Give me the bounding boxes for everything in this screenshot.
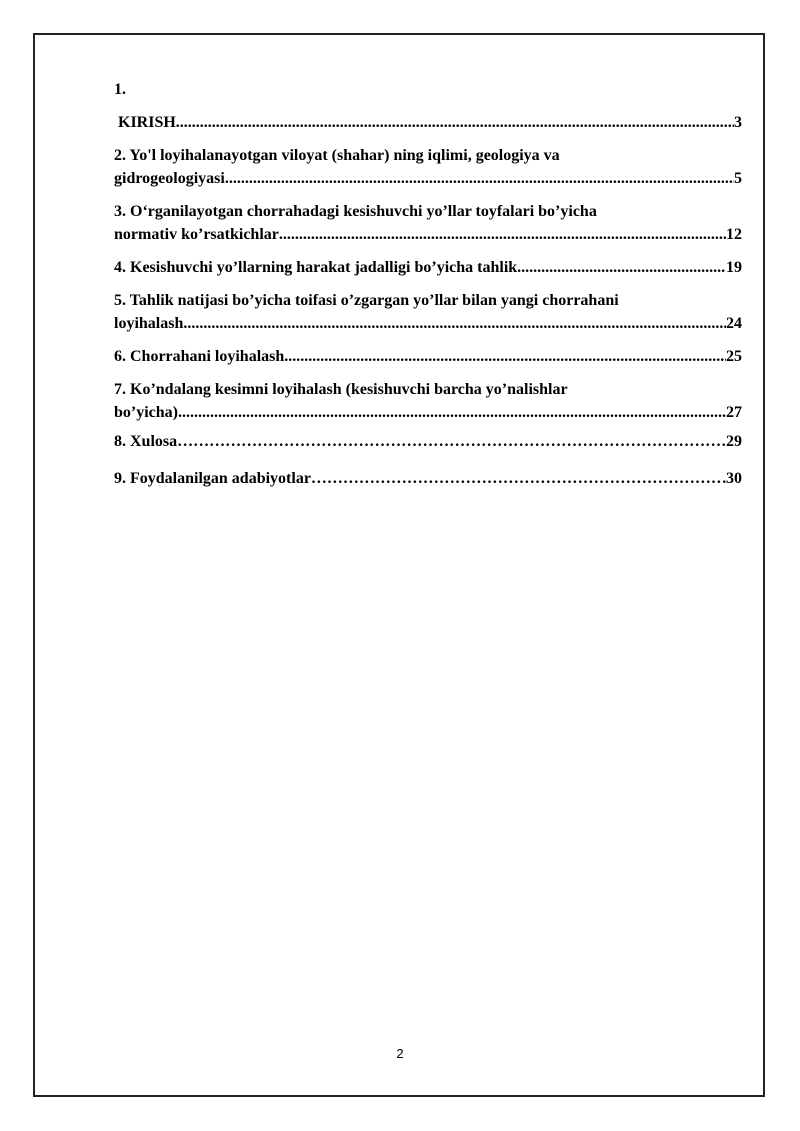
toc-line (114, 345, 742, 368)
toc-dot-leader (177, 430, 726, 453)
toc-entry-title-line: 7. Ko’ndalang kesimni loyihalash (kesishuvchi barcha yo’nalishlar (114, 381, 568, 398)
toc-page-number: 5 (734, 170, 742, 187)
toc-entry-6[interactable] (114, 345, 742, 368)
toc-page-number: 3 (734, 114, 742, 131)
toc-entry-title: gidrogeologiyasi (114, 170, 225, 187)
toc-dot-leader (178, 401, 726, 424)
toc-lone-number: 1. (114, 81, 126, 98)
toc-entry-2[interactable] (114, 144, 742, 190)
toc-line (114, 111, 742, 134)
toc-entry-title: bo’yicha) (114, 404, 178, 421)
toc-dot-leader (176, 111, 734, 134)
toc-page-number: 29 (726, 433, 742, 450)
toc-entry-title: 4. Kesishuvchi yo’llarning harakat jadalligi bo’yicha tahlik (114, 259, 518, 276)
toc-line (114, 430, 742, 453)
toc-dot-leader (279, 223, 726, 246)
toc-page-number: 19 (726, 259, 742, 276)
toc-dot-leader (311, 467, 726, 490)
toc-entry-7[interactable] (114, 378, 742, 424)
toc-entry-title: 9. Foydalanilgan adabiyotlar (114, 470, 311, 487)
toc-entry-title-line: 2. Yo'l loyihalanayotgan viloyat (shahar) ning iqlimi, geologiya va (114, 147, 560, 164)
toc-entry-4[interactable] (114, 256, 742, 279)
toc-dot-leader (517, 256, 726, 279)
toc-entry-title-line: 5. Tahlik natijasi bo’yicha toifasi o’zgargan yo’llar bilan yangi chorrahani (114, 292, 619, 309)
toc-entry-5[interactable] (114, 289, 742, 335)
toc-entry-3[interactable] (114, 200, 742, 246)
toc-entry-title: 8. Xulosa (114, 433, 178, 450)
toc-line (114, 256, 742, 279)
toc-entry-title: 6. Chorrahani loyihalash (114, 348, 285, 365)
toc-entry-8[interactable] (114, 430, 742, 453)
toc-line (114, 401, 742, 424)
toc-page-number: 24 (726, 315, 742, 332)
toc-entry-9[interactable] (114, 467, 742, 490)
toc-line (114, 167, 742, 190)
toc-line (114, 312, 742, 335)
toc-dot-leader (225, 167, 734, 190)
toc-page-number: 12 (726, 226, 742, 243)
toc-dot-leader (183, 312, 726, 335)
toc-entry-title-line: 3. O‘rganilayotgan chorrahadagi kesishuvchi yo’llar toyfalari bo’yicha (114, 203, 597, 220)
toc-entry-title: KIRISH (118, 114, 176, 131)
footer-page-number: 2 (396, 1046, 404, 1061)
toc-entry-kirish[interactable] (114, 111, 742, 134)
toc-line (114, 223, 742, 246)
toc-page-number: 25 (726, 348, 742, 365)
toc-page-number: 27 (726, 404, 742, 421)
toc-dot-leader (284, 345, 726, 368)
toc-line (114, 467, 742, 490)
toc-entry-title: loyihalash (114, 315, 184, 332)
table-of-contents (114, 78, 742, 500)
toc-page-number: 30 (726, 470, 742, 487)
toc-entry-title: normativ ko’rsatkichlar (114, 226, 279, 243)
